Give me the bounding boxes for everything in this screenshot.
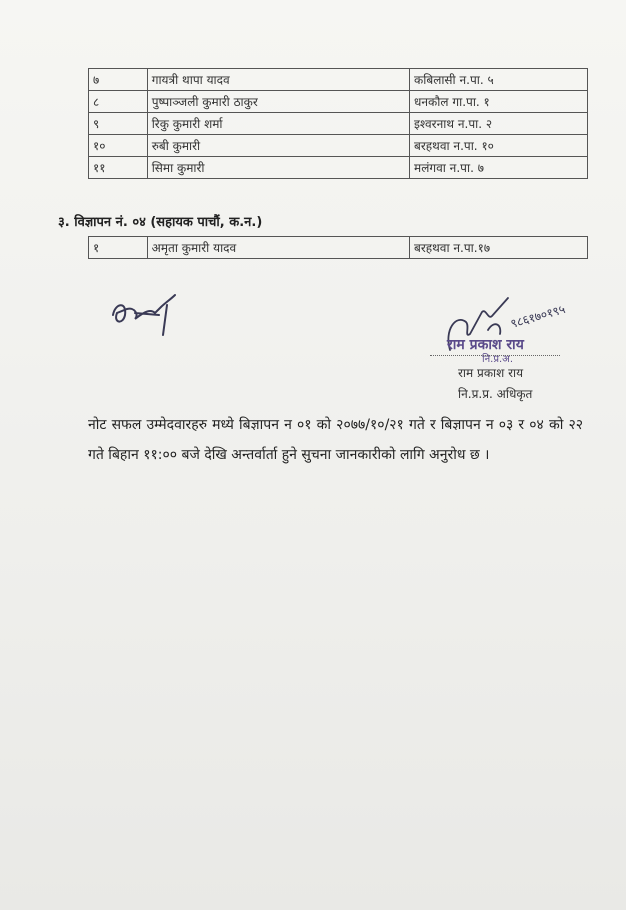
table-row (89, 237, 588, 259)
candidate-table (88, 68, 588, 179)
candidate-address: धनकौल गा.पा. १ (410, 91, 588, 113)
serial-number: १ (89, 237, 148, 259)
candidate-name: रुबी कुमारी (147, 135, 409, 157)
serial-number: ८ (89, 91, 148, 113)
candidate-name: अमृता कुमारी यादव (147, 237, 409, 259)
candidate-name: सिमा कुमारी (147, 157, 409, 179)
candidate-address: बरहथवा न.पा.१७ (409, 237, 587, 259)
signature-line (430, 355, 560, 356)
table-row (89, 91, 588, 113)
signer-title: नि.प्र.प्र. अधिकृत (458, 387, 533, 401)
table-row (89, 157, 588, 179)
candidate-address: मलंगवा न.पा. ७ (410, 157, 588, 179)
signer-name: राम प्रकाश राय (458, 366, 524, 380)
candidate-name: पुष्पाञ्जली कुमारी ठाकुर (147, 91, 409, 113)
handwritten-number: ९८६१७०१९५ (508, 301, 567, 331)
stamp-name: राम प्रकाश राय (447, 337, 524, 353)
serial-number: १० (89, 135, 148, 157)
serial-number: ११ (89, 157, 148, 179)
candidate-address: बरहथवा न.पा. १० (410, 135, 588, 157)
stamp-subtitle: नि.प्र.अ. (482, 354, 514, 365)
signature-left (105, 285, 185, 345)
candidate-name: गायत्री थापा यादव (147, 69, 409, 91)
table-row (89, 69, 588, 91)
table-row (89, 113, 588, 135)
notice-note: नोट सफल उम्मेदवारहरु मध्ये बिज्ञापन न ०१ को २०७७/१०/२१ गते र बिज्ञापन न ०३ र ०४ को २२ गते बिहान ११:०० बजे देखि अन्तर्वार्ता हुने सुचना जानकारीको लागि अनुरोध छ । (88, 417, 583, 463)
serial-number: ९ (89, 113, 148, 135)
candidate-name: रिकु कुमारी शर्मा (147, 113, 409, 135)
section-heading: ३. विज्ञापन नं. ०४ (सहायक पाचौं, क.न.) (58, 215, 263, 230)
candidate-address: इश्वरनाथ न.पा. २ (410, 113, 588, 135)
serial-number: ७ (89, 69, 148, 91)
table-row (89, 135, 588, 157)
candidate-address: कबिलासी न.पा. ५ (410, 69, 588, 91)
candidate-table (88, 236, 588, 259)
